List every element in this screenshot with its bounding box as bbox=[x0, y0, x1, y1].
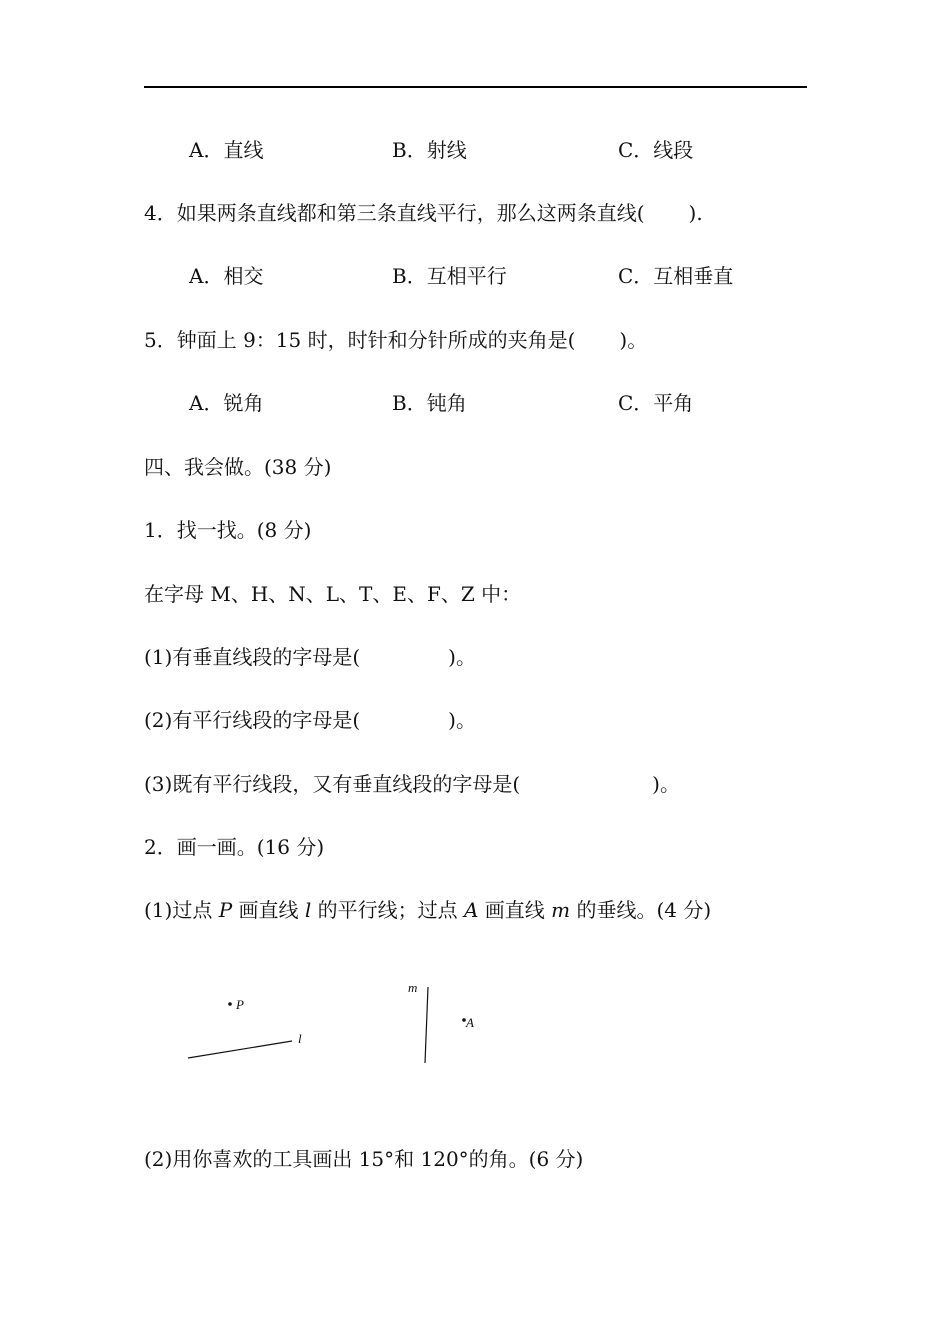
part-1-sub-2-close: )。 bbox=[448, 708, 476, 732]
part-2-sub-1-pre: (1)过点 bbox=[144, 898, 219, 922]
line-l bbox=[188, 1041, 292, 1058]
point-p-dot bbox=[228, 1002, 232, 1006]
part-2-sub-1-post: 的垂线。(4 分) bbox=[570, 898, 712, 922]
part-2-sub-1-mid2: 的平行线；过点 bbox=[311, 898, 464, 922]
part-2-sub-1-p: P bbox=[218, 898, 233, 922]
q3-option-b: B．射线 bbox=[392, 138, 467, 162]
q4-option-a: A．相交 bbox=[189, 264, 264, 288]
question-5 bbox=[144, 326, 647, 354]
q3-option-c: C．线段 bbox=[618, 138, 694, 162]
part-2-sub-1-a: A bbox=[464, 898, 479, 922]
q5-option-c: C．平角 bbox=[618, 391, 694, 415]
question-4 bbox=[144, 199, 703, 227]
q4-option-b: B．互相平行 bbox=[392, 264, 507, 288]
question-5-close: )。 bbox=[619, 328, 648, 352]
part-1-sub-2-text: (2)有平行线段的字母是( bbox=[144, 708, 361, 732]
part-2-title: 2．画一画。(16 分) bbox=[144, 835, 325, 859]
part-1-sub-2 bbox=[144, 706, 476, 734]
part-1-sub-3-text: (3)既有平行线段，又有垂直线段的字母是( bbox=[144, 772, 521, 796]
question-5-text: 5．钟面上 9：15 时，时针和分针所成的夹角是( bbox=[144, 328, 576, 352]
q5-option-a: A．锐角 bbox=[189, 391, 264, 415]
q3-option-a: A．直线 bbox=[189, 138, 264, 162]
section-4-title: 四、我会做。(38 分) bbox=[144, 455, 332, 479]
line-l-label: l bbox=[298, 1031, 302, 1046]
part-2-sub-1-mid1: 画直线 bbox=[232, 898, 305, 922]
q4-option-c: C．互相垂直 bbox=[618, 264, 734, 288]
part-1-sub-1-text: (1)有垂直线段的字母是( bbox=[144, 645, 361, 669]
question-4-text: 4．如果两条直线都和第三条直线平行，那么这两条直线( bbox=[144, 201, 645, 225]
q5-option-b: B．钝角 bbox=[392, 391, 467, 415]
drawing-figure[interactable] bbox=[170, 975, 500, 1075]
header-rule bbox=[144, 86, 807, 88]
line-m-label: m bbox=[408, 980, 418, 995]
part-1-sub-3 bbox=[144, 770, 680, 798]
point-a-label: A bbox=[466, 1015, 474, 1030]
part-2-sub-1-mid3: 画直线 bbox=[478, 898, 552, 922]
line-m bbox=[425, 987, 428, 1063]
part-1-sub-3-close: )。 bbox=[652, 772, 680, 796]
part-1-sub-1-close: )。 bbox=[448, 645, 476, 669]
question-4-close: ). bbox=[688, 201, 703, 225]
part-1-title: 1．找一找。(8 分) bbox=[144, 518, 312, 542]
point-p-label: P bbox=[236, 997, 244, 1012]
part-2-sub-2: (2)用你喜欢的工具画出 15°和 120°的角。(6 分) bbox=[144, 1147, 584, 1171]
part-2-sub-1-m: m bbox=[551, 898, 571, 922]
part-1-intro: 在字母 M、H、N、L、T、E、F、Z 中： bbox=[144, 582, 522, 606]
part-2-sub-1-l: l bbox=[304, 898, 312, 922]
part-2-sub-1 bbox=[144, 896, 711, 924]
part-1-sub-1 bbox=[144, 643, 476, 671]
